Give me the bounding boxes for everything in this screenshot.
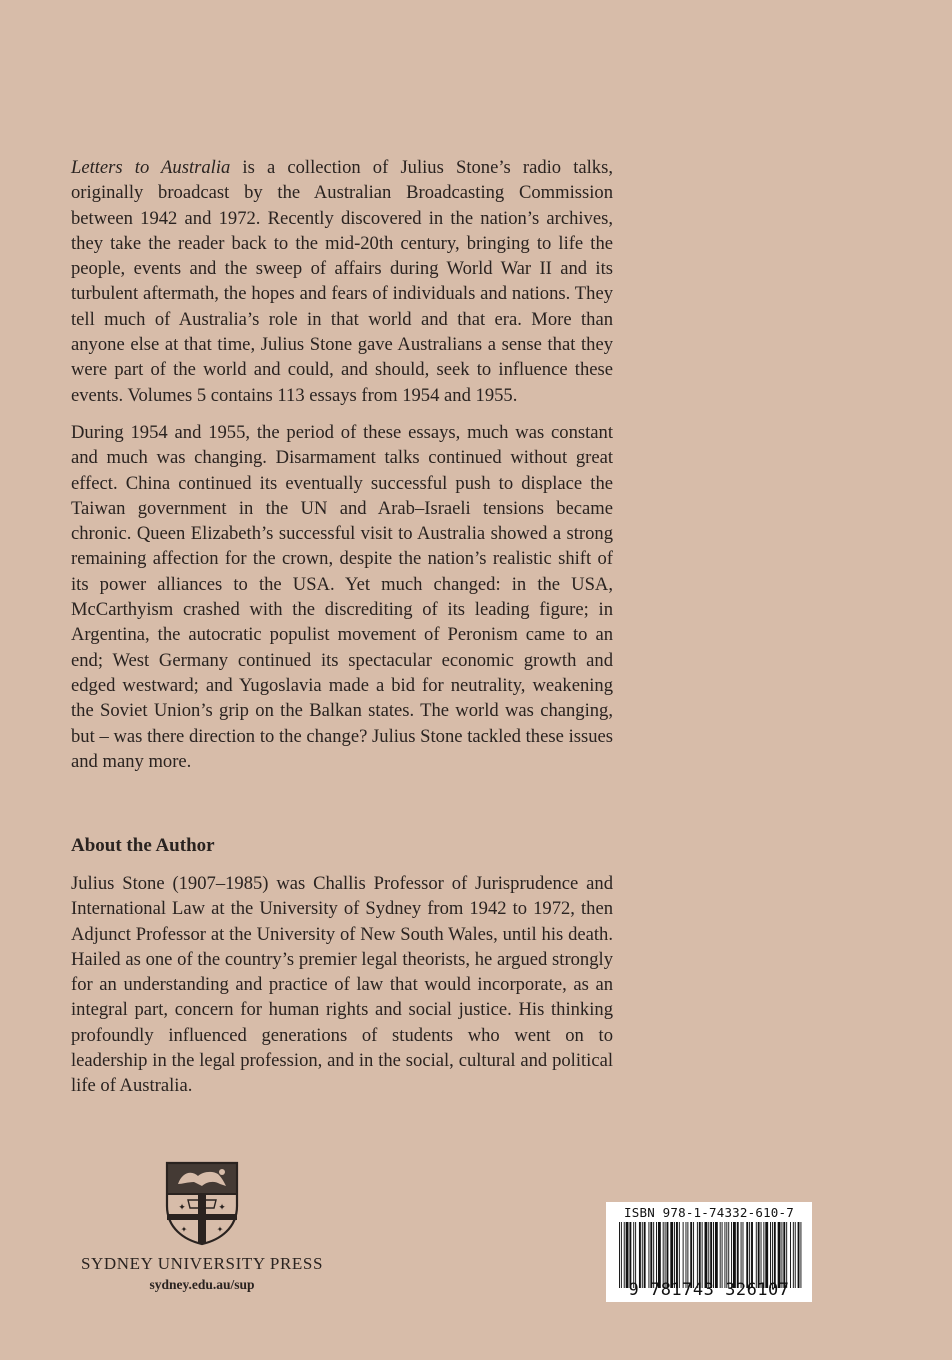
barcode-bar [765,1222,768,1288]
barcode-bar [733,1222,736,1288]
barcode-bar [633,1222,634,1288]
barcode-bar [774,1222,776,1288]
barcode-bar [683,1222,684,1288]
svg-text:✦: ✦ [178,1203,186,1213]
barcode-bar [781,1222,782,1288]
about-author-body: Julius Stone (1907–1985) was Challis Professor of Jurisprudence and International Law at the University of Sydney from 1942 to 1972, then Adjunct Professor at the University of New South Wales, until his death. Hailed as one of the country’s premier legal theorists, he argued strongly for an understanding and practice of law that would incorporate, as an integral part, concern for human rights and social justice. His thinking profoundly influenced generations of students who went on to leadership in the legal profession, and in the social, cultural and political life of Australia. [71,873,613,1097]
blurb-paragraph-2: During 1954 and 1955, the period of these essays, much was constant and much was changing. Disarmament talks continued without great effect. China continued its eventually successful push to displace the Taiwan government in the UN and Arab–Israeli tensions became chronic. Queen Elizabeth’s successful visit to Australia showed a strong remaining affection for the crown, despite the nation’s realistic shift of its power alliances to the USA. Yet much changed: in the USA, McCarthyism crashed with the discrediting of its leading figure; in Argentina, the autocratic populist movement of Peronism came to an end; West Germany continued its spectacular economic growth and edged westward; and Yugoslavia made a bid for neutrality, weakening the Soviet Union’s grip on the Balkan states. The world was changing, but – was there direction to the change? Julius Stone tackled these issues and many more. [71,421,613,772]
barcode-bar [653,1222,654,1288]
barcode-bar [621,1222,622,1288]
barcode-bar [713,1222,714,1288]
barcode-bar [720,1222,721,1288]
university-crest-icon [164,1160,240,1246]
barcode-bar [778,1222,781,1288]
blurb-paragraph-1 [71,155,613,408]
barcode-bar [743,1222,744,1288]
barcode-bar [648,1222,649,1288]
barcode-bar [650,1222,652,1288]
barcode-bar [800,1222,801,1288]
barcode-bar [663,1222,664,1288]
barcode-bar [737,1222,739,1288]
barcode-bar [619,1222,620,1288]
barcode-digits: 9 781743 326107 [628,1280,790,1300]
book-title: Letters to Australia [71,157,231,178]
barcode-bar [793,1222,794,1288]
barcode-bar [639,1222,641,1288]
barcode-bar [749,1222,750,1288]
barcode-bar [674,1222,675,1288]
barcode-bar [741,1222,742,1288]
barcode-bar [708,1222,709,1288]
barcode-bar [624,1222,625,1288]
barcode-bar [790,1222,791,1288]
back-cover-blurb [71,155,613,774]
barcode-bar [686,1222,687,1288]
barcode-bar [786,1222,787,1288]
barcode-bar [635,1222,636,1288]
barcode-bars [619,1222,803,1288]
barcode-bar [722,1222,723,1288]
barcode-bar [687,1222,688,1288]
barcode-bar [644,1222,646,1288]
barcode-bar [676,1222,678,1288]
barcode-bar [658,1222,661,1288]
barcode-bar [726,1222,727,1288]
svg-text:✦: ✦ [180,1225,188,1234]
barcode-bar [629,1222,631,1288]
isbn-barcode [606,1202,812,1302]
barcode-bar [751,1222,753,1288]
barcode-bar [761,1222,762,1288]
barcode-bar [731,1222,732,1288]
isbn-label: ISBN 978-1-74332-610-7 [624,1205,794,1220]
barcode-bar [715,1222,718,1288]
barcode-bar [772,1222,773,1288]
barcode-bar [699,1222,701,1288]
barcode-bar [697,1222,698,1288]
barcode-bar [798,1222,800,1288]
barcode-bar [770,1222,771,1288]
barcode-bar [763,1222,764,1288]
publisher-name: SYDNEY UNIVERSITY PRESS [80,1254,324,1273]
barcode-bar [670,1222,673,1288]
barcode-bar [795,1222,796,1288]
barcode-bar [656,1222,657,1288]
barcode-bar [626,1222,629,1288]
blurb-paragraph-1-text: is a collection of Julius Stone’s radio talks, originally broadcast by the Australian Broadcasting Commission between 1942 and 1972. Recently discovered in the nation’s archives, they take the reader back to the mid-20th century, bringing to life the people, events and the sweep of affairs during World War II and its turbulent aftermath, the hopes and fears of individuals and nations. They tell much of Australia’s role in that world and that era. More than anyone else at that time, Julius Stone gave Australians a sense that they were part of the world and could, and should, seek to influence these events. Volumes 5 contains 113 essays from 1954 and 1955. [71,157,613,406]
barcode-bar [679,1222,680,1288]
svg-text:✦: ✦ [218,1203,226,1213]
barcode-bar [665,1222,666,1288]
barcode-bar [705,1222,708,1288]
barcode-bar [693,1222,694,1288]
barcode-bar [702,1222,703,1288]
barcode-bar [746,1222,748,1288]
barcode-bar [724,1222,725,1288]
barcode-bar [690,1222,692,1288]
barcode-bar [728,1222,729,1288]
barcode-bar [642,1222,643,1288]
barcode-bar [783,1222,785,1288]
about-author-heading: About the Author [71,835,215,856]
publisher-url: sydney.edu.au/sup [149,1277,255,1292]
barcode-bar [756,1222,757,1288]
svg-text:✦: ✦ [216,1225,224,1234]
barcode-bar [710,1222,712,1288]
barcode-bar [667,1222,669,1288]
barcode-bar [758,1222,760,1288]
